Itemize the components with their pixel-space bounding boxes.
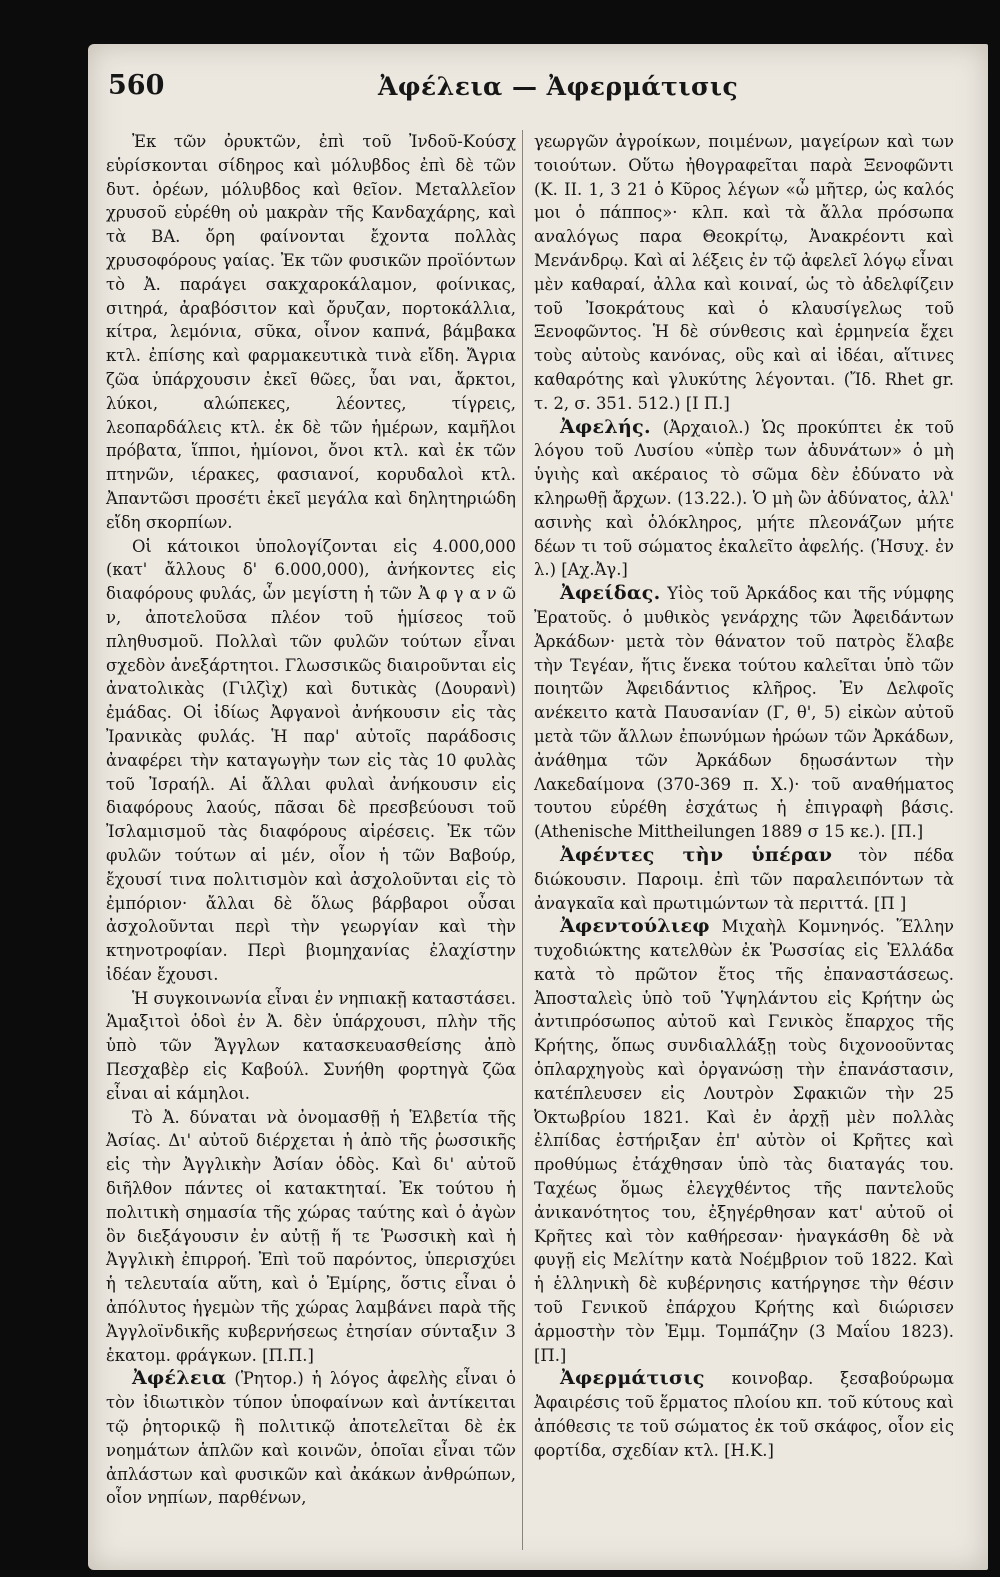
page (88, 44, 988, 1570)
paragraph: Ἐκ τῶν ὀρυκτῶν, ἐπὶ τοῦ Ἰνδοῦ-Κούσχ εὑρίσκονται σίδηρος καὶ μόλυβδος ἐπὶ δὲ τῶν δυτ. ὀρέων, μόλυβδος καὶ θεῖον. Μεταλλεῖον χρυσοῦ εὑρέθη οὐ μακρὰν τῆς Κανδαχάρης, καὶ τὰ ΒΑ. ὄρη φαίνονται ἔχοντα πολλὰς χρυσοφόρους γαίας. Ἐκ τῶν φυσικῶν προϊόντων τὸ Ἀ. παράγει σακχαροκάλαμον, φοίνικας, σιτηρά, ἀραβόσιτον καὶ ὄρυζαν, πορτοκάλλια, κίτρα, λεμόνια, σῦκα, οἶνον καπνά, βάμβακα κτλ. ἐπίσης καὶ φαρμακευτικὰ τινὰ εἴδη. Ἄγρια ζῶα ὑπάρχουσιν ἐκεῖ θῶες, ὗαι ναι, ἄρκτοι, λύκοι, αλώπεκες, λέοντες, τίγρεις, λεοπαρδάλεις κτλ. ἐκ δὲ τῶν ἡμέρων, καμῆλοι πρόβατα, ἵπποι, ἡμίονοι, ὄνοι κτλ. καὶ ἐκ τῶν πτηνῶν, ιέρακες, φασιανοί, κορυδαλοὶ κτλ. Ἀπαντῶσι προσέτι ἐκεῖ μεγάλα καὶ δηλητηριώδη εἴδη σκορπίων. (106, 132, 516, 532)
entry-body: (Ῥητορ.) ἡ λόγος ἀφελὴς εἶναι ὁ τὸν ἰδιωτικὸν τύπον ὑποφαίνων καὶ ἀντίκειται τῷ ῥητορικῷ ἢ πολιτικῷ ἀποτελεῖται δὲ ἐκ νοημάτων ἁπλῶν καὶ κοινῶν, ὁποῖαι εἶναι τῶν ἀπλάστων καὶ φυσικῶν καὶ ἀκάκων ἀνθρώπων, οἷον νηπίων, παρθένων, (106, 1369, 516, 1508)
page-number: 560 (108, 70, 165, 101)
entry (534, 1367, 954, 1462)
entry-body: Υἱὸς τοῦ Ἀρκάδος και τῆς νύμφης Ἐρατοῦς. ὁ μυθικὸς γενάρχης τῶν Ἀφειδάντων Ἀρκάδων· μετὰ τὸν θάνατον τοῦ πατρὸς ἔλαβε τὴν Τεγέαν, ἥτις ἕνεκα τούτου καλεῖται ὑπὸ τῶν ποιητῶν Ἀφειδάντιος κλῆρος. Ἐν Δελφοῖς ανέκειτο κατὰ Παυσανίαν (Γ, θ', 5) εἰκὼν αὐτοῦ μετὰ τῶν ἄλλων ἐπωνύμων ἡρώων τῶν Ἀρκάδων, ἀνάθημα τῶν Ἀρκάδων δῃωσάντων τὴν Λακεδαίμονα (370-369 π. Χ.)· τοῦ αναθήματος τουτου εὑρέθη ἐσχάτως ἡ ἐπιγραφὴ βάσις. (Athenische Mittheilungen 1889 σ 15 κε.). [Π.] (534, 584, 955, 842)
paragraph: Ἡ συγκοινωνία εἶναι ἐν νηπιακῇ καταστάσει. Ἁμαξιτοὶ ὁδοὶ ἐν Ἀ. δὲν ὑπάρχουσι, πλὴν τῆς ὑπὸ τῶν Ἄγγλων κατασκευασθείσης ἀπὸ Πεσχαβὲρ εἰς Καβούλ. Συνήθη φορτηγὰ ζῶα εἶναι αἱ κάμηλοι. (106, 988, 516, 1103)
paragraph: Τὸ Ἀ. δύναται νὰ ὀνομασθῇ ἡ Ἑλβετία τῆς Ἀσίας. Δι' αὐτοῦ διέρχεται ἡ ἀπὸ τῆς ῥωσσικῆς εἰς τὴν Ἀγγλικὴν Ἀσίαν ὁδὸς. Καὶ δι' αὐτοῦ διῆλθον πάντες οἱ κατακτηταί. Ἐκ τούτου ἡ πολιτικὴ σημασία τῆς χώρας ταύτης καὶ ὁ ἀγὼν ὃν διεξάγουσιν ἐν αὐτῇ ἥ τε Ῥωσσικὴ καὶ ἡ Ἀγγλικὴ ἐπιρροή. Ἐπὶ τοῦ παρόντος, ὑπερισχύει ἡ τελευταία αὕτη, καὶ ὁ Ἐμίρης, ὅστις εἶναι ὁ ἀπόλυτος ἡγεμὼν τῆς χώρας λαμβάνει παρὰ τῆς Ἀγγλοϊνδικῆς κυβερνήσεως ἐτησίαν σύνταξιν 3 ἑκατομ. φράγκων. [Π.Π.] (106, 1107, 516, 1365)
entry-body: κοινοβαρ. ξεσαβούρωμα Ἀφαιρέσις τοῦ ἕρματος πλοίου κπ. τοῦ κύτους καὶ ἀπόθεσις τε τοῦ σώματος ἐκ τοῦ σκάφος, οἷον εἰς φορτίδα, σχεδίαν κτλ. [Η.Κ.] (534, 1369, 954, 1460)
entry (106, 1367, 516, 1510)
entry-headword: Ἀφέλεια (132, 1367, 227, 1390)
entry (534, 582, 954, 844)
entry-headword: Ἀφερμάτισις (560, 1367, 705, 1390)
paragraph: Οἱ κάτοικοι ὑπολογίζονται εἰς 4.000,000 (κατ' ἄλλους δ' 6.000,000), ἀνήκοντες εἰς διαφόρους φυλάς, ὧν μεγίστη ἡ τῶν Ἀ φ γ α ν ῶ ν, ἀποτελοῦσα πλέον τοῦ ἡμίσεος τοῦ πληθυσμοῦ. Πολλαὶ τῶν φυλῶν τούτων εἶναι σχεδὸν ἀνεξάρτητοι. Γλωσσικῶς διαιροῦνται εἰς ἀνατολικὰς (Γιλζὶχ) καὶ δυτικὰς (Δουρανὶ) ἐμάδας. Οἱ ἰδίως Ἀφγανοὶ ἀνήκουσιν εἰς τὰς Ἰρανικὰς φυλάς. Ἡ παρ' αὐτοῖς παράδοσις ἀναφέρει τὴν καταγωγὴν των εἰς τὰς 10 φυλὰς τοῦ Ἰσραήλ. Αἱ ἄλλαι φυλαὶ ἀνήκουσιν εἰς διαφόρους λαούς, πᾶσαι δὲ πρεσβεύουσι τοῦ Ἰσλαμισμοῦ τὰς διαφόρους αἱρέσεις. Ἐκ τῶν φυλῶν τούτων αἱ μέν, οἷον ἡ τῶν Βαβούρ, ἔχουσί τινα πολιτισμὸν καὶ ἀσχολοῦνται εἰς τὸ ἐμπόριον· ἄλλαι δὲ ὅλως βάρβαροι οὖσαι ἀσχολοῦνται περὶ τὴν γεωργίαν καὶ τὴν κτηνοτροφίαν. Περὶ βιομηχανίας ἐλαχίστην ἰδέαν ἔχουσι. (106, 536, 516, 984)
entry-headword: Ἀφεντούλιεφ (560, 915, 710, 938)
entry-body: (Ἀρχαιολ.) Ὡς προκύπτει ἐκ τοῦ λόγου τοῦ Λυσίου «ὑπὲρ των ἀδυνάτων» ὁ μὴ ὑγιὴς καὶ ακέραιος τὸ σῶμα δὲν ἐδύνατο νὰ κληρωθῇ ἄρχων. (13.22.). Ὁ μὴ ὢν ἀδύνατος, ἀλλ' ασινὴς καὶ ὁλόκληρος, μήτε πλεονάζων μήτε δέων τι τοῦ σώματος ἐκαλεῖτο ἀφελής. (Ἡσυχ. ἐν λ.) [Αχ.Ἀγ.] (534, 417, 955, 580)
entry (534, 915, 954, 1367)
page-header (108, 66, 966, 106)
entry-headword: Ἀφείδας. (560, 582, 661, 605)
entry-body: τὸν πέδα διώκουσιν. Παροιμ. ἐπὶ τῶν παραλειπόντων τὰ ἀναγκαῖα καὶ πρωτιμώντων τὰ περιττά. [Π ] (534, 845, 954, 913)
right-column (534, 130, 954, 1463)
running-head: Ἀφέλεια — Ἀφερμάτισις (378, 72, 739, 101)
entry-body: Μιχαὴλ Κομνηνός. Ἕλλην τυχοδιώκτης κατελθὼν ἐκ Ῥωσσίας εἰς Ἑλλάδα κατὰ τὸ πρῶτον ἔτος τῆς ἐπαναστάσεως. Ἀποσταλεὶς ὑπὸ τοῦ Ὑψηλάντου εἰς Κρήτην ὡς ἀντιπρόσωπος αὐτοῦ καὶ Γενικὸς ἔπαρχος τῆς Κρήτης, ὅπως συνδιαλλάξῃ τοὺς διχονοοῦντας ὁπλαρχηγοὺς καὶ ὀργανώσῃ τὴν ἐπανάστασιν, κατέπλευσεν εἰς Λουτρὸν Σφακιῶν τὴν 25 Ὀκτωβρίου 1821. Καὶ ἐν ἀρχῇ μὲν πολλὰς ἐλπίδας ἐστήριξαν ἐπ' αὐτὸν οἱ Κρῆτες καὶ προθύμως ἐτάχθησαν ὑπὸ τὰς διαταγάς του. Ταχέως ὅμως ἐλεγχθέντος τῆς παντελοῦς ἀνικανότητος του, ἐξηγέρθησαν κατ' αὐτοῦ οἱ Κρῆτες καὶ τὸν καθήρεσαν· ἠναγκάσθη δὲ νὰ φυγῇ εἰς Μελίτην κατὰ Νοέμβριον τοῦ 1822. Καὶ ἡ ἑλληνικὴ δὲ κυβέρνησις κατήργησε τὴν θέσιν τοῦ Γενικοῦ ἐπάρχου Κρήτης καὶ διώρισεν ἁρμοστὴν τὸν Ἐμμ. Τομπάζην (3 Μαΐου 1823). [Π.] (534, 917, 954, 1365)
entry-headword: Ἀφελής. (560, 415, 651, 438)
entry-headword: Ἀφέντες τὴν ὑπέραν (560, 843, 833, 866)
entry (534, 416, 954, 583)
entry (534, 844, 954, 915)
column-divider (522, 130, 523, 1550)
left-column (106, 130, 516, 1510)
paragraph: γεωργῶν ἀγροίκων, ποιμένων, μαγείρων καὶ των τοιούτων. Οὕτω ἠθογραφεῖται παρὰ Ξενοφῶντι (Κ. ΙΙ. 1, 3 21 ὁ Κῦρος λέγων «ὦ μῆτερ, ὡς καλός μοι ὁ πάππος»· κλπ. καὶ τὰ ἄλλα πρόσωπα αναλόγως παρα Θεοκρίτῳ, Ἀνακρέοντι καὶ Μενάνδρῳ. Καὶ αἱ λέξεις ἐν τῷ ἀφελεῖ λόγῳ εἶναι μὲν καθαραί, ἀλλα καὶ κοιναί, ὡς τὸ ἀδελφίζειν τοῦ Ἰσοκράτους καὶ ὁ κλαυσίγελως τοῦ Ξενοφῶντος. Ἡ δὲ σύνθεσις καὶ ἑρμηνεία ἔχει τοὺς αὐτοὺς κανόνας, οὓς καὶ αἱ ἰδέαι, αἵτινες καθαρότης καὶ γλυκύτης λέγονται. (Ἴδ. Rhet gr. τ. 2, σ. 351. 512.) [Ι Π.] (534, 132, 954, 413)
